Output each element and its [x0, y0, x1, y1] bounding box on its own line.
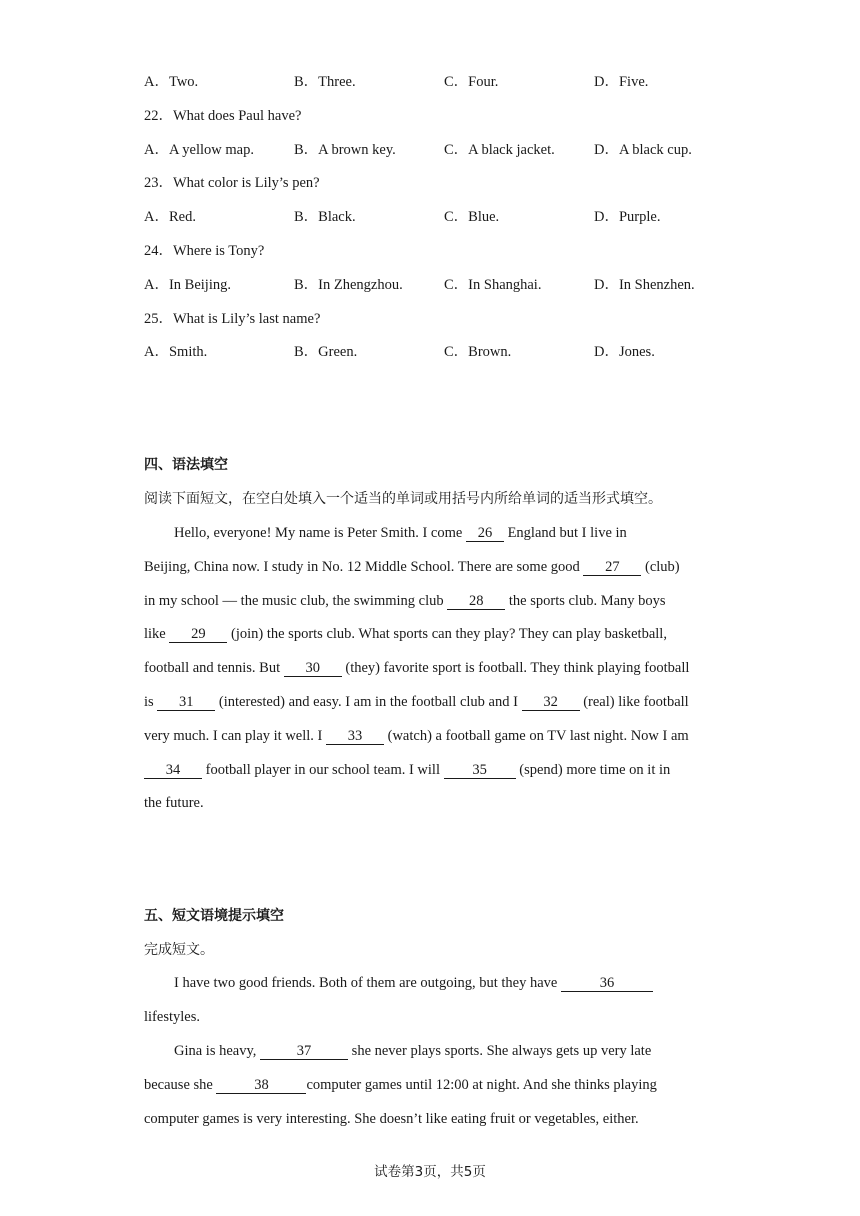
- question-22-stem: 22．What does Paul have?: [144, 108, 302, 124]
- passage-line: lifestyles.: [144, 1009, 200, 1025]
- section-4-heading: 四、语法填空: [144, 457, 228, 473]
- option-a: A．Red.: [144, 209, 196, 225]
- option-a: A．In Beijing.: [144, 277, 231, 293]
- passage-line: [144, 726, 689, 746]
- passage-text: (watch) a football game on TV last night. Now I am: [384, 728, 689, 744]
- section-5-instruction: 完成短文。: [144, 942, 214, 958]
- page-footer: 试卷第3页，共5页: [374, 1164, 486, 1180]
- section-4-instruction: 阅读下面短文，在空白处填入一个适当的单词或用括号内所给单词的适当形式填空。: [144, 491, 662, 507]
- passage-text: (spend) more time on it in: [515, 762, 671, 778]
- blank-36[interactable]: 36: [561, 975, 653, 992]
- blank-35[interactable]: 35: [444, 762, 516, 779]
- passage-line: [144, 557, 680, 577]
- passage-line: [174, 1041, 651, 1061]
- passage-line: [144, 658, 689, 678]
- passage-text: football and tennis. But: [144, 660, 284, 676]
- passage-text: (join) the sports club. What sports can they play? They can play basketball,: [227, 626, 667, 642]
- passage-text: Beijing, China now. I study in No. 12 Middle School. There are some good: [144, 559, 584, 575]
- passage-text: in my school — the music club, the swimming club: [144, 593, 448, 609]
- passage-text: she never plays sports. She always gets up very late: [348, 1043, 652, 1059]
- option-b: B．Green.: [294, 344, 358, 360]
- passage-line: the future.: [144, 795, 204, 811]
- passage-text: like: [144, 626, 170, 642]
- blank-32[interactable]: 32: [522, 694, 580, 711]
- passage-text: is: [144, 694, 158, 710]
- question-23-stem: 23．What color is Lily’s pen?: [144, 175, 320, 191]
- blank-27[interactable]: 27: [583, 559, 641, 576]
- passage-text: the sports club. Many boys: [505, 593, 666, 609]
- blank-31[interactable]: 31: [157, 694, 215, 711]
- option-b: B．A brown key.: [294, 142, 396, 158]
- blank-28[interactable]: 28: [447, 593, 505, 610]
- blank-30[interactable]: 30: [284, 660, 342, 677]
- option-d: D．A black cup.: [594, 142, 692, 158]
- option-c: C．Brown.: [444, 344, 512, 360]
- blank-29[interactable]: 29: [169, 626, 227, 643]
- option-b: B．In Zhengzhou.: [294, 277, 403, 293]
- passage-line: [144, 1075, 657, 1095]
- passage-text: England but I live in: [503, 525, 627, 541]
- passage-text: football player in our school team. I will: [202, 762, 444, 778]
- option-c: C．Four.: [444, 74, 499, 90]
- blank-38[interactable]: 38: [216, 1077, 306, 1094]
- blank-37[interactable]: 37: [260, 1043, 348, 1060]
- option-a: A．A yellow map.: [144, 142, 254, 158]
- passage-text: (club): [641, 559, 680, 575]
- option-b: B．Black.: [294, 209, 356, 225]
- option-c: C．In Shanghai.: [444, 277, 542, 293]
- section-5-heading: 五、短文语境提示填空: [144, 908, 284, 924]
- option-d: D．In Shenzhen.: [594, 277, 695, 293]
- question-25-stem: 25．What is Lily’s last name?: [144, 311, 321, 327]
- blank-34[interactable]: 34: [144, 762, 202, 779]
- blank-33[interactable]: 33: [326, 728, 384, 745]
- passage-line: [174, 523, 627, 543]
- passage-text: I have two good friends. Both of them are outgoing, but they have: [174, 975, 561, 991]
- passage-text: (interested) and easy. I am in the football club and I: [215, 694, 522, 710]
- blank-26[interactable]: 26: [466, 525, 504, 542]
- option-a: A．Smith.: [144, 344, 208, 360]
- passage-line: [144, 760, 670, 780]
- passage-line: [144, 624, 667, 644]
- option-d: D．Five.: [594, 74, 649, 90]
- passage-text: very much. I can play it well. I: [144, 728, 326, 744]
- option-c: C．A black jacket.: [444, 142, 555, 158]
- passage-line: [174, 973, 653, 993]
- option-a: A．Two.: [144, 74, 199, 90]
- option-d: D．Purple.: [594, 209, 661, 225]
- passage-line: [144, 692, 689, 712]
- passage-line: computer games is very interesting. She doesn’t like eating fruit or vegetables, either.: [144, 1111, 639, 1127]
- option-c: C．Blue.: [444, 209, 500, 225]
- passage-text: because she: [144, 1077, 217, 1093]
- option-b: B．Three.: [294, 74, 356, 90]
- passage-text: computer games until 12:00 at night. And she thinks playing: [306, 1077, 657, 1093]
- question-24-stem: 24．Where is Tony?: [144, 243, 265, 259]
- passage-line: [144, 591, 666, 611]
- passage-text: Gina is heavy,: [174, 1043, 261, 1059]
- option-d: D．Jones.: [594, 344, 655, 360]
- passage-text: (they) favorite sport is football. They think playing football: [341, 660, 690, 676]
- passage-text: (real) like football: [579, 694, 689, 710]
- passage-text: Hello, everyone! My name is Peter Smith. I come: [174, 525, 466, 541]
